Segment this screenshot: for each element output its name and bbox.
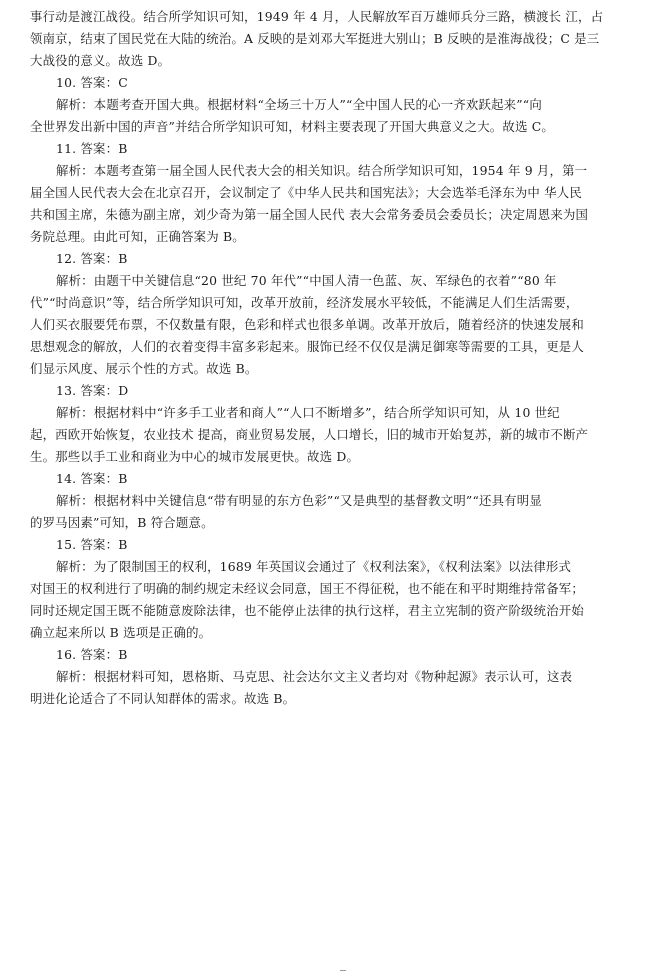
analysis-paragraph bbox=[30, 666, 634, 710]
text-line: 解析：为了限制国王的权利，1689 年英国议会通过了《权利法案》，《权利法案》以法律形式 bbox=[56, 559, 572, 574]
text-line: 明进化论适合了不同认知群体的需求。故选 B。 bbox=[30, 691, 296, 706]
text-line: 解析：根据材料可知，恩格斯、马克思、社会达尔文主义者均对《物种起源》表示认可，这表 bbox=[56, 669, 573, 684]
text-line: 同时还规定国王既不能随意废除法律，也不能停止法律的执行这样，君主立宪制的资产阶级统治开始 bbox=[30, 603, 584, 618]
text-line: 14. 答案：B bbox=[56, 471, 128, 486]
analysis-paragraph bbox=[30, 490, 634, 534]
text-line: 生。那些以手工业和商业为中心的城市发展更快。故选 D。 bbox=[30, 449, 360, 464]
text-line: 代”“时尚意识”等，结合所学知识可知，改革开放前，经济发展水平较低，不能满足人们生活需要， bbox=[30, 295, 579, 310]
text-line: 13. 答案：D bbox=[56, 383, 129, 398]
text-line: 领南京，结束了国民党在大陆的统治。A 反映的是刘邓大军挺进大别山；B 反映的是淮海战役；C 是三 bbox=[30, 31, 600, 46]
answer-heading bbox=[30, 468, 634, 490]
text-line: 对国王的权利进行了明确的制约规定未经议会同意，国王不得征税，也不能在和平时期维持常备军； bbox=[30, 581, 584, 596]
text-line: 务院总理。由此可知，正确答案为 B。 bbox=[30, 229, 245, 244]
answer-heading bbox=[30, 72, 634, 94]
analysis-paragraph bbox=[30, 160, 634, 248]
text-line: 10. 答案：C bbox=[56, 75, 128, 90]
text-line: 11. 答案：B bbox=[56, 141, 128, 156]
text-line: 人们买衣服要凭布票，不仅数量有限，色彩和样式也很多单调。改革开放后，随着经济的快速发展和 bbox=[30, 317, 584, 332]
text-line: 全世界发出新中国的声音”并结合所学知识可知，材料主要表现了开国大典意义之大。故选 C。 bbox=[30, 119, 554, 134]
analysis-paragraph bbox=[30, 94, 634, 138]
text-line: 解析：根据材料中“许多手工业者和商人”“人口不断增多”，结合所学知识可知，从 10 世纪 bbox=[56, 405, 560, 420]
text-line: 共和国主席，朱德为副主席，刘少奇为第一届全国人民代 表大会常务委员会委员长；决定周恩来为国 bbox=[30, 207, 589, 222]
text-line: 解析：由题干中关键信息“20 世纪 70 年代”“中国人清一色蓝、灰、军绿色的衣着”“80 年 bbox=[56, 273, 557, 288]
answer-key-text bbox=[30, 6, 634, 710]
page-footer-mark bbox=[340, 970, 346, 971]
answer-heading bbox=[30, 138, 634, 160]
text-line: 15. 答案：B bbox=[56, 537, 128, 552]
answer-heading bbox=[30, 380, 634, 402]
analysis-paragraph bbox=[30, 556, 634, 644]
analysis-paragraph bbox=[30, 402, 634, 468]
answer-heading bbox=[30, 534, 634, 556]
text-line: 解析：根据材料中关键信息“带有明显的东方色彩”“又是典型的基督教文明”“还具有明显 bbox=[56, 493, 542, 508]
text-line: 们显示风度、展示个性的方式。故选 B。 bbox=[30, 361, 258, 376]
text-line: 思想观念的解放，人们的衣着变得丰富多彩起来。服饰已经不仅仅是满足御寒等需要的工具，更是人 bbox=[30, 339, 584, 354]
paragraph-continuation bbox=[30, 6, 634, 72]
answer-heading bbox=[30, 644, 634, 666]
analysis-paragraph bbox=[30, 270, 634, 380]
text-line: 大战役的意义。故选 D。 bbox=[30, 53, 171, 68]
text-line: 解析：本题考查开国大典。根据材料“全场三十万人”“全中国人民的心一齐欢跃起来”“向 bbox=[56, 97, 542, 112]
text-line: 届全国人民代表大会在北京召开，会议制定了《中华人民共和国宪法》；大会选举毛泽东为中 华人民 bbox=[30, 185, 582, 200]
text-line: 事行动是渡江战役。结合所学知识可知，1949 年 4 月，人民解放军百万雄师兵分三路，横渡长 江，占 bbox=[30, 9, 604, 24]
text-line: 16. 答案：B bbox=[56, 647, 128, 662]
text-line: 起，西欧开始恢复，农业技术 提高，商业贸易发展，人口增长，旧的城市开始复苏，新的城市不断产 bbox=[30, 427, 589, 442]
text-line: 的罗马因素”可知，B 符合题意。 bbox=[30, 515, 214, 530]
text-line: 解析：本题考查第一届全国人民代表大会的相关知识。结合所学知识可知，1954 年 9 月，第一 bbox=[56, 163, 588, 178]
answer-heading bbox=[30, 248, 634, 270]
text-line: 确立起来所以 B 选项是正确的。 bbox=[30, 625, 212, 640]
text-line: 12. 答案：B bbox=[56, 251, 128, 266]
